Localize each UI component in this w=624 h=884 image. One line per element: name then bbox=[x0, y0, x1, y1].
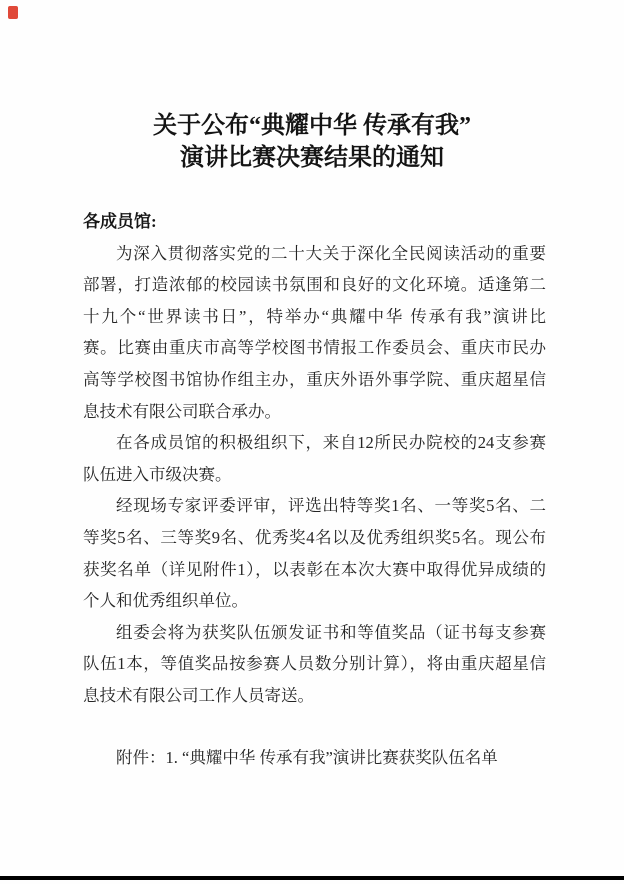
body-line: 在各成员馆的积极组织下，来自12所民办院校的24支参赛 bbox=[116, 433, 546, 453]
title-line: 演讲比赛决赛结果的通知 bbox=[180, 145, 444, 171]
body-line: 息技术有限公司工作人员寄送。 bbox=[83, 685, 314, 705]
notice-body bbox=[0, 206, 624, 773]
body-line: 获奖名单（详见附件1），以表彰在本次大赛中取得优异成绩的 bbox=[83, 559, 546, 579]
body-line: 赛。比赛由重庆市高等学校图书情报工作委员会、重庆市民办 bbox=[83, 338, 546, 358]
red-dot-mark bbox=[8, 6, 18, 19]
bottom-edge-bar bbox=[0, 876, 624, 880]
salutation: 各成员馆: bbox=[83, 212, 157, 231]
attachment-line: 附件：1. “典耀中华 传承有我”演讲比赛获奖队伍名单 bbox=[116, 747, 498, 767]
notice-title bbox=[0, 0, 624, 174]
body-line: 队伍1本，等值奖品按参赛人员数分别计算），将由重庆超星信 bbox=[83, 654, 546, 674]
body-line: 经现场专家评委评审，评选出特等奖1名、一等奖5名、二 bbox=[116, 496, 546, 516]
body-line: 个人和优秀组织单位。 bbox=[83, 591, 248, 611]
paragraph bbox=[83, 427, 546, 490]
paragraph bbox=[83, 617, 546, 712]
body-line: 为深入贯彻落实党的二十大关于深化全民阅读活动的重要 bbox=[116, 243, 546, 263]
title-line: 关于公布“典耀中华 传承有我” bbox=[153, 113, 471, 139]
body-line: 等奖5名、三等奖9名、优秀奖4名以及优秀组织奖5名。现公布 bbox=[83, 527, 546, 547]
body-line: 高等学校图书馆协作组主办，重庆外语外事学院、重庆超星信 bbox=[83, 369, 546, 389]
body-line: 组委会将为获奖队伍颁发证书和等值奖品（证书每支参赛 bbox=[116, 622, 546, 642]
paragraph bbox=[83, 490, 546, 616]
body-line: 部署，打造浓郁的校园读书氛围和良好的文化环境。适逢第二 bbox=[83, 275, 546, 295]
body-line: 息技术有限公司联合承办。 bbox=[83, 401, 281, 421]
paragraphs bbox=[83, 238, 546, 712]
body-line: 十九个“世界读书日”，特举办“典耀中华 传承有我”演讲比 bbox=[83, 306, 546, 326]
body-line: 队伍进入市级决赛。 bbox=[83, 464, 232, 484]
paragraph bbox=[83, 238, 546, 428]
